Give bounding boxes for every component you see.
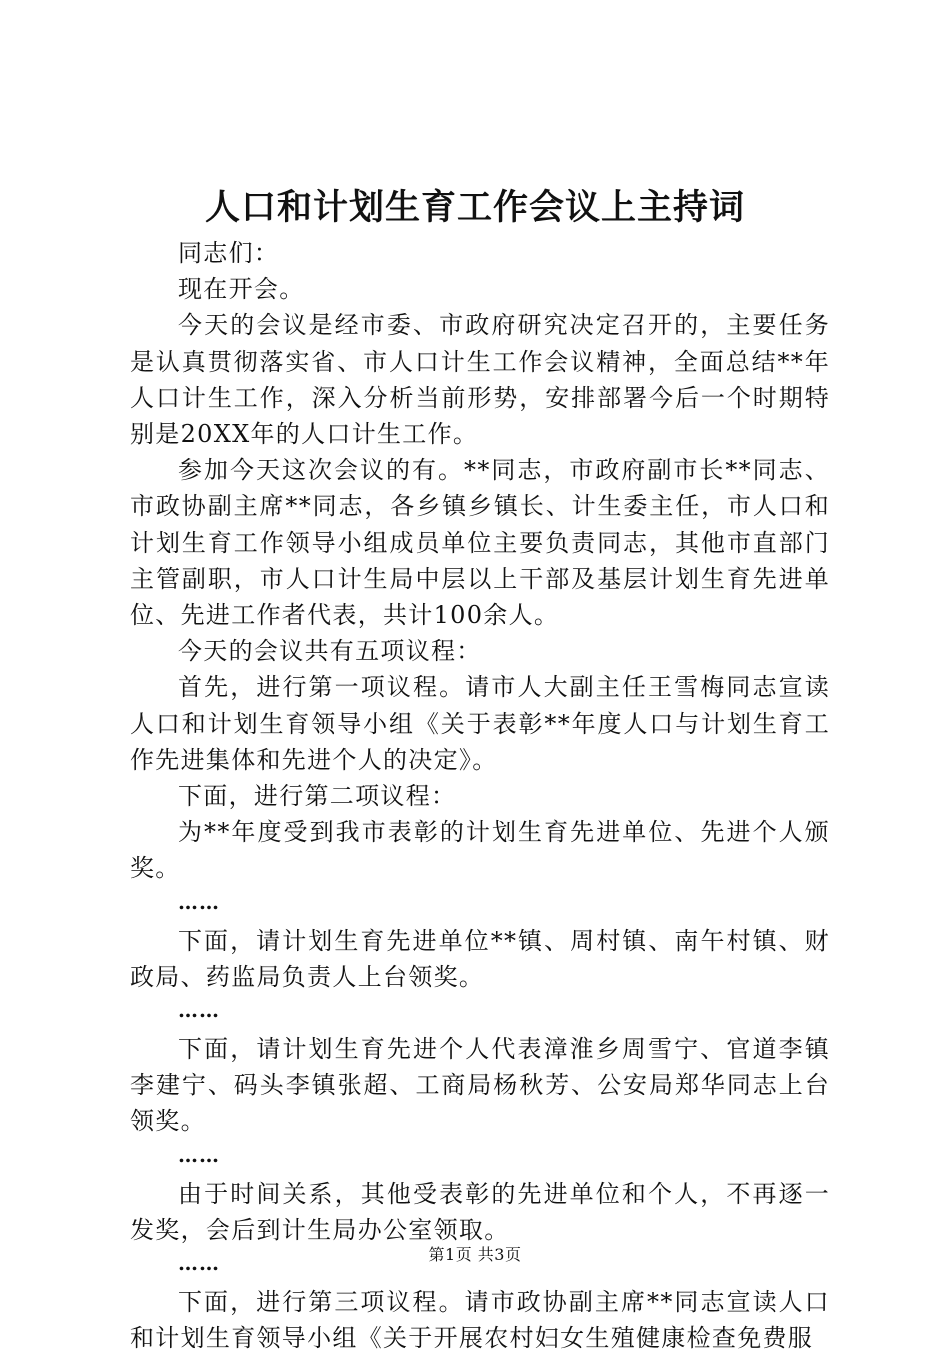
page-footer: 第1页 共3页 bbox=[428, 1245, 522, 1264]
paragraph-award: 为**年度受到我市表彰的计划生育先进单位、先进个人颁奖。 bbox=[130, 818, 830, 883]
paragraph-attendees: 参加今天这次会议的有。**同志，市政府副市长**同志、市政协副主席**同志，各乡镇乡镇长、计生委主任，市人口和计划生育工作领导小组成员单位主要负责同志，其他市直部门主管副职，市人口计生局中层以上干部及基层计划生育先进单位、先进工作者代表，共计100余人。 bbox=[130, 456, 830, 630]
ellipsis-separator: …… bbox=[178, 1142, 220, 1167]
paragraph-individuals-award: 下面，请计划生育先进个人代表漳淮乡周雪宁、官道李镇李建宁、码头李镇张超、工商局杨秋芳、公安局郑华同志上台领奖。 bbox=[130, 1035, 830, 1136]
paragraph-agenda-one: 首先，进行第一项议程。请市人大副主任王雪梅同志宣读人口和计划生育领导小组《关于表彰**年度人口与计划生育工作先进集体和先进个人的决定》。 bbox=[130, 673, 830, 774]
paragraph-other-awards: 由于时间关系，其他受表彰的先进单位和个人，不再逐一发奖，会后到计生局办公室领取。 bbox=[130, 1179, 830, 1244]
paragraph-agenda-two: 下面，进行第二项议程： bbox=[178, 782, 457, 811]
paragraph-opening: 现在开会。 bbox=[178, 275, 305, 304]
ellipsis-separator: …… bbox=[178, 1251, 220, 1276]
paragraph-agenda-three: 下面，进行第三项议程。请市政协副主席**同志宣读人口和计划生育领导小组《关于开展农村妇女生殖健康检查免费服 bbox=[130, 1288, 830, 1353]
paragraph-greeting: 同志们： bbox=[178, 239, 280, 267]
ellipsis-separator: …… bbox=[178, 889, 220, 914]
ellipsis-separator: …… bbox=[178, 998, 220, 1023]
paragraph-purpose: 今天的会议是经市委、市政府研究决定召开的，主要任务是认真贯彻落实省、市人口计生工作会议精神，全面总结**年人口计生工作，深入分析当前形势，安排部署今后一个时期特别是20XX年的人口计生工作。 bbox=[130, 311, 830, 449]
paragraph-agenda-intro: 今天的会议共有五项议程： bbox=[178, 637, 482, 666]
document-body bbox=[130, 235, 830, 1356]
document-title: 人口和计划生育工作会议上主持词 bbox=[204, 187, 745, 228]
paragraph-units-award: 下面，请计划生育先进单位**镇、周村镇、南午村镇、财政局、药监局负责人上台领奖。 bbox=[130, 926, 830, 991]
